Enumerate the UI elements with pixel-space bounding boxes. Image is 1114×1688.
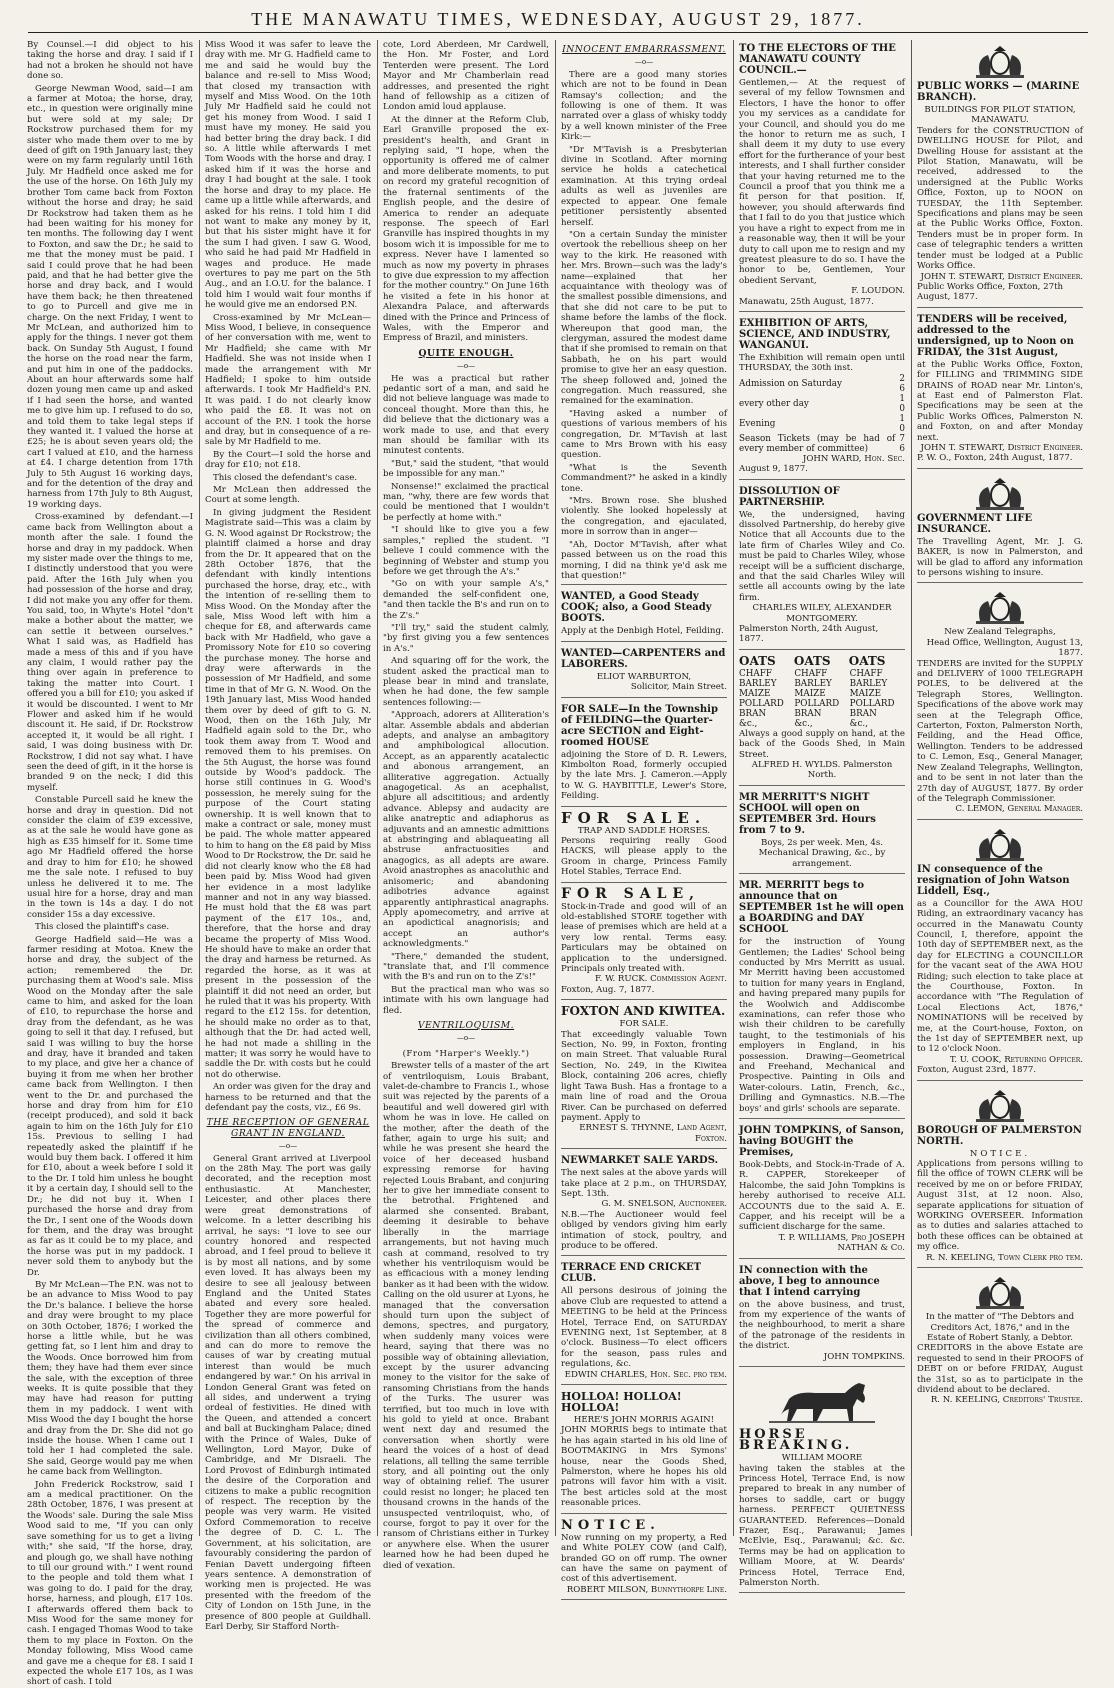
table-row bbox=[739, 434, 905, 454]
royal-arms-icon bbox=[970, 591, 1030, 625]
ad-horse-breaking bbox=[739, 1370, 905, 1593]
ad-signature: Solicitor, Main Street. bbox=[630, 682, 727, 693]
article-paragraph: "Ah, Doctor M'Tavish, after what passed between us on the road this morning, I did na think ye'd ask me that question!" bbox=[561, 539, 727, 581]
ad-subtitle: NOTICE. bbox=[969, 1148, 1031, 1159]
ad-subtitle: TRAP AND SADDLE HORSES. bbox=[577, 825, 711, 836]
article-paragraph: Cross-examined by Mr McLean—Miss Wood, I believe, in consequence of her conversation with me, went to Mr Hadfield; she came with Mr Hadfield. She was not inside when I made the arrangement with Mr Hadfield; I spoke to him outside afterwards. I took Mr Hadfield's P.N. It was paid. I do not clearly know who paid the £8. It was not on account of the P.N. I took the horse and dray, but in consequence of a re-sale by Mr Hadfield to me. bbox=[205, 312, 371, 448]
ad-creditors bbox=[917, 1271, 1083, 1410]
column-2 bbox=[205, 40, 371, 1632]
article-paragraph: Nonsense!" exclaimed the practical man, "why, there are few words that could be mentioned that I wouldn't be perfectly at home with." bbox=[383, 481, 549, 523]
article-paragraph: Constable Purcell said he knew the horse and dray in question. Did not consider the claim of £39 excessive, as at the sale he would have gone as high as £35 himself for it. Some time ago Mr Hadfield offered the horse and dray to him for £10; he showed me the sale note. I refused to buy unless he delivered it to me. The usual hire for a horse, dray and man in the town is 14s a day. I do not consider 15s a day excessive. bbox=[27, 795, 193, 920]
article-paragraph: "Go on with your sample A's," demanded the self-confident one, "and then tackle the B's and run on to the Z's." bbox=[383, 579, 549, 621]
grain-item: MAIZE bbox=[849, 688, 882, 699]
ad-body: as a Councillor for the AWA HOU Riding, an extraordinary vacancy has occurred in the Manawatu County Council, I, therefore, appoint the 10th day of SEPTEMBER next, as the day for ELECTING a COUNCILLOR for the vacant seat of the AWA HOU Riding; such election to take place at the Courthouse, Foxton. In accordance with "The Regulation of Local Elections Act, 1876," NOMINATIONS will be received by me, at the Court-house, Foxton, on the 1st day of SEPTEMBER next, up to 12 o'clock Noon. bbox=[917, 898, 1083, 1055]
ad-body: Now running on my property, a Red and White POLEY COW (and Calf), branded GO on off rump. The owner can have the same on payment of cost of this advertisement. bbox=[561, 1532, 727, 1585]
ad-body: All persons desirous of joining the above Club are requested to attend a MEETING to be held at the Princess Hotel, Terrace End, on SATURDAY EVENING next, 1st September, at 8 o'clock. Business—To elect officers for the season, pass rules and regulations, &c. bbox=[561, 1286, 727, 1370]
ad-body: at the Public Works Office, Foxton, for FILLING and TRIMMING SIDE DRAINS of ROAD near Mr. Linton's, at East end of Palmerston Flat. Specifications may be seen at the Public Works Offices, Palmerston N. and Foxton, on and after Monday next. bbox=[917, 359, 1083, 443]
ad-body: Apply at the Denbigh Hotel, Feilding. bbox=[561, 626, 724, 637]
separator: —o— bbox=[278, 1142, 298, 1151]
article-paragraph: "Mrs. Brown rose. She blushed violently. She looked hopelessly at the congregation, and ejaculated, more in sorrow than in anger— bbox=[561, 496, 727, 538]
ad-date: Public Works Office, Foxton, 27th August, 1877. bbox=[917, 281, 1064, 303]
ad-body: We, the undersigned, having dissolved Partnership, do hereby give Notice that all Accounts due to the late firm of Charles Wiley and Co. must be paid to Charles Wiley, whose receipt will be a sufficient discharge, and that the said Charles Wiley will settle all accounts owing by the late firm. bbox=[739, 509, 905, 603]
ad-signature: F. W. RUCK. Commission Agent. bbox=[595, 974, 727, 985]
ad-body: CREDITORS in the above Estate are requested to send in their PROOFS of DEBT on or before FRIDAY, August the 31st, so as to participate in the dividend about to be declared. bbox=[917, 1343, 1083, 1395]
ad-title: FOR SALE—In the Township of FEILDING—the Quarter-acre SECTION and Eight-roomed HOUSE bbox=[561, 703, 718, 748]
ad-wanted-carpenters bbox=[561, 645, 727, 698]
ad-title: DISSOLUTION OF PARTNERSHIP. bbox=[739, 485, 840, 508]
article-paragraph: But the practical man who was so intimate with his own language had fled. bbox=[383, 984, 549, 1016]
grain-item: CHAFF bbox=[739, 668, 772, 679]
ad-signature: JOHN T. STEWART, District Engineer. bbox=[920, 271, 1083, 282]
table-row bbox=[739, 414, 905, 434]
ad-signature: EDWIN CHARLES, Hon. Sec. pro tem. bbox=[564, 1369, 727, 1380]
article-paragraph: Mr McLean then addressed the Court at some length. bbox=[205, 485, 371, 506]
ad-foxton-kiwitea bbox=[561, 1003, 727, 1149]
ad-boarding-school bbox=[739, 877, 905, 1119]
ad-body: That exceedingly valuable Town Section, No. 99, in Foxton, fronting on main Street. That valuable Rural Section, No. 249, in the Kiwitea Block, containing 206 acres, chiefly light Tawa Bush. Has a frontage to a main line of road and the Oroua River. Can be purchased on deferred payment. Apply to bbox=[561, 1029, 727, 1123]
ad-signature: ALFRED H. WYLDS. Palmerston North. bbox=[751, 760, 893, 781]
article-paragraph: "There," demanded the student, "translate that, and I'll commence with the B's and run on to the Z's!" bbox=[383, 951, 549, 983]
ad-title: HOLLOA! HOLLOA! HOLLOA! bbox=[561, 1390, 682, 1415]
ad-john-morris bbox=[561, 1388, 727, 1514]
ad-signature: C. LEMON, General Manager. bbox=[955, 804, 1083, 815]
ad-body: The next sales at the above yards will take place at 2 p.m., on THURSDAY, Sept. 13th. bbox=[561, 1168, 727, 1199]
divider bbox=[561, 584, 727, 585]
grain-item: BRAN bbox=[849, 708, 877, 719]
fee-value: 1 0 bbox=[899, 393, 905, 414]
ad-title: BOROUGH OF PALMERSTON NORTH. bbox=[917, 1124, 1082, 1147]
ad-body: Gentlemen,— At the request of several of my fellow Townsmen and Electors, I have the honor to offer you my services as a candidate for your Council, and should you do me the honor to return me as such, I shall deem it my duty to use every effort for the furtherance of your best interests, and I shall further consider that your having returned me to the Council a proof that you think me a fit person for that position. If, however, you should afterwards find that I fail to do you that justice which you have a right to expect from me in a reasonable way, then it will be your duty to call upon me to resign and my greatest pleasure to do so. I have the honor to be, Gentlemen, Your obedient Servant, bbox=[739, 78, 905, 286]
ad-title: JOHN TOMPKINS, of Sanson, having BOUGHT the Premises, bbox=[739, 1125, 905, 1158]
article-paragraph: Cross-examined by defendant.—I came back from Wellington about a month after the sale. I found the horse and dray in my paddock. When my sister made over the things to me, I distinctly understood that you were paid. After the 16th July when you had possession of the horse and dray, I did not make you any offer for them. You said, too, in Whyte's Hotel "don't make a bother about the matter, we can settle it between ourselves." What I said was, as Hadfield has made a mess of this and if you have any claim, I would rather pay the thing over again in preference to taking the matter into Court. I offered you a bill for £10; you asked if it would be discounted. I went to Mr Flower and asked him if he would discount it. He said, if Dr. Rockstrow accepted it, it would be all right. I said, I was doing business with Dr. Rockstrow, I did not say what. I have seen the deed of gift, in it the horse is branded 9 on the neck; I did this myself. bbox=[27, 512, 193, 793]
article-heading: QUITE ENOUGH. bbox=[418, 347, 514, 359]
ad-body: Tenders for the CONSTRUCTION of DWELLING HOUSE for Pilot, and Dwelling House for assistant at the Pilot Station, Manawatu, will be received, addressed to the undersigned at the Public Works Office, Foxton, up to NOON on TUESDAY, the 11th September. Specifications and plans may be seen at the Public Works Office, Foxton. Tenders must be in proper form. In case of telegraphic tenders a written tender must be lodged at a Public Works Office. bbox=[917, 125, 1083, 272]
ad-signature: T. U. COOK, Returning Officer. bbox=[949, 1054, 1083, 1065]
ad-title: MR MERRITT'S NIGHT SCHOOL will open on SEPTEMBER 3rd. Hours from 7 to 9. bbox=[739, 791, 876, 836]
grain-item: MAIZE bbox=[739, 688, 771, 699]
ad-signature: ERNEST S. THYNNE, Land Agent, Foxton. bbox=[579, 1123, 727, 1144]
grain-item: BRAN bbox=[739, 708, 767, 719]
article-paragraph: He was a practical but rather pedantic sort of a man, and said he did not believe language was made to conceal thought. More than this, he did believe that the dictionary was a work made to use, and that every man should be familiar with its minutest contents. bbox=[383, 373, 549, 457]
fee-value: 1 0 bbox=[899, 413, 905, 434]
grain-item: BARLEY bbox=[849, 678, 888, 689]
ad-notice-cow bbox=[561, 1517, 727, 1600]
article-heading: THE RECEPTION OF GENERAL GRANT IN ENGLAND. bbox=[206, 1117, 370, 1139]
article-paragraph: "But," said the student, "that would be impossible for any man." bbox=[383, 458, 549, 480]
ad-body: adjoining the Store of D. R. Lewers, Kimbolton Road, formerly occupied by the late Mrs. J. Cameron.—Apply to W. G. HAYBITTLE, Lewer's Store, Feilding. bbox=[561, 749, 727, 802]
article-paragraph: By the Court—I sold the horse and dray for £10; not £18. bbox=[205, 449, 371, 471]
article-paragraph: By Counsel.—I did object to his taking the horse and dray. I said if I had not a broken he should not have done so. bbox=[27, 40, 193, 82]
column-rule bbox=[555, 40, 556, 1536]
table-row bbox=[739, 394, 905, 414]
ad-title: FOXTON AND KIWITEA. bbox=[561, 1004, 726, 1019]
ad-title: IN connection with the above, I beg to announce that I intend carrying bbox=[739, 1264, 880, 1298]
ad-date: Palmerston North, 24th August, 1877. bbox=[739, 624, 879, 645]
ad-body: TENDERS are invited for the SUPPLY and DELIVERY of 1000 TELEGRAPH POLES, to be delivered at the Telegraph Stores, Wellington. Specifications of the above work may seen at the Telegraph Office, Carterton, Foxton, Palmerston North, Feilding, and the Head Office, Wellington. Tenders to be addressed to C. Lemon, Esq., General Manager, New Zealand Telegraphs, Wellington, and to be sent in not later than the 27th day of AUGUST, 1877. By order of the Telegraph Commissioner. bbox=[917, 658, 1083, 804]
article-paragraph: There are a good many stories which are not to be found in Dean Ramsay's collection; and the following is one of them. It was narrated over a glass of whisky toddy by a well known minister of the Free Kirk:— bbox=[561, 69, 727, 143]
grain-item: POLLARD bbox=[739, 698, 784, 709]
ad-body: on the above business, and trust, from my experience of the wants of the neighbourhood, to merit a share of the patronage of the residents in the district. bbox=[739, 1299, 905, 1352]
grain-item: BARLEY bbox=[794, 678, 832, 689]
ad-date: August 9, 1877. bbox=[739, 464, 808, 475]
royal-arms-icon bbox=[970, 1089, 1030, 1123]
grain-item: &c., bbox=[739, 718, 758, 729]
ad-body: Persons requiring really Good HACKS, will please apply to the Groom in charge, Princess Family Hotel Stables, Terrace End. bbox=[561, 835, 727, 878]
grain-item: &c., bbox=[794, 718, 813, 729]
ad-for-sale-horses bbox=[561, 810, 727, 883]
ad-body: Book-Debts, and Stock-in-Trade of A. R. CAPPER, Storekeeper of Halcombe, the said John Tompkins is hereby authorised to receive ALL ACCOUNTS due to the said A. E. Capper, and his receipt will be a sufficient discharge for the same. bbox=[739, 1160, 905, 1233]
fee-label: Evening bbox=[739, 418, 776, 429]
fee-label: Season Tickets (may be had of every member of committee) bbox=[739, 433, 896, 454]
royal-arms-icon bbox=[970, 45, 1030, 79]
fee-value: 2 6 bbox=[899, 373, 905, 394]
ad-signature: JOHN T. STEWART, District Engineer. bbox=[920, 442, 1083, 453]
ad-signature: JOHN TOMPKINS. bbox=[823, 1351, 905, 1362]
ad-title: HORSE BREAKING. bbox=[739, 1427, 853, 1454]
article-paragraph: George Newman Wood, said—I am a farmer at Motoa; the horse, dray, etc., in question were originally mine but were sold at my sale; Dr Rockstrow purchased them for my sister who made them over to me by deed of gift on 19th January last; they were on my farm regularly until 16th July. Mr Hadfield once asked me for the use of the horse. On 16th July my brother Tom came back from Foxton without the horse and dray; he said Dr Rockstrow had taken them as he had been waiting for his money for ten months. The following day I went to Foxton, and saw the Dr.; he said to me that the money must be paid. I said I could prove that he had been paid, and that he had better give the horse and dray back, and I would have them back; he then threatened to go to Purcell and give me in charge. On the next Friday, I went to Mr McLean, and authorized him to apply for the things. I never got them back. On Sunday 5th August, I found the horse on the road near the farm, and put him in one of the paddocks. About an hour afterwards some half dozen young men came up and asked if I had seen the horse, and wanted me to give him up. I refused to do so, and told them to take legal steps if they wanted it. I valued the horse at £25; he is about seven years old; the cart I valued at £10, and the harness at £4. I charge detention from 17th July to 5th August 16 working days, and for the detention of the dray and harness from 17th July to 8th August, 19 working days. bbox=[27, 83, 193, 510]
ad-title: NEWMARKET SALE YARDS. bbox=[561, 1155, 719, 1167]
article-paragraph: This closed the plaintiff's case. bbox=[35, 922, 170, 933]
ad-tompkins-connection bbox=[739, 1262, 905, 1367]
grain-item: BRAN bbox=[794, 708, 822, 719]
article-paragraph: By Mr McLean—The P.N. was not to be an advance to Miss Wood to pay the Dr.'s balance. I believe the horse and dray were brought to my place on 30th October, 1876; I worked the horse a little while, but he was getting fat, so I lent him and dray to the Woods. Once borrowed him from them; they have had them ever since the sale, with the exception of three weeks. It is quite possible that they may have had reason for putting them in my paddock. I went with Miss Wood the day I bought the horse and dray from the Dr. She did not go inside the house. When I came out I told her I had completed the sale. She said, George would pay me when he came back from Wellington. bbox=[27, 1279, 193, 1478]
ad-subtitle: WILLIAM MOORE bbox=[781, 1453, 863, 1464]
royal-arms-icon bbox=[970, 477, 1030, 511]
royal-arms-icon bbox=[970, 828, 1030, 862]
ad-body: Stock-in-Trade and good will of an old-established STORE together with lease of premises which are held at a very low rental. Terms easy. Particulars may be obtained on application to the undersigned. Principals only treated with. bbox=[561, 901, 727, 975]
ad-signature: ROBERT MILSON, Bunnythorpe Line. bbox=[566, 1584, 727, 1595]
fee-label: Admission on Saturday bbox=[739, 378, 843, 389]
ad-title: OATS OATS OATS bbox=[739, 653, 886, 668]
ad-dissolution bbox=[739, 483, 905, 650]
grain-table bbox=[739, 669, 905, 729]
ad-title: NOTICE. bbox=[561, 1517, 660, 1533]
article-paragraph: This closed the defendant's case. bbox=[213, 472, 358, 483]
ad-title: WANTED—CARPENTERS and LABORERS. bbox=[561, 647, 726, 670]
article-paragraph: General Grant arrived at Liverpool on the 28th May. The port was gaily decorated, and the reception most enthusiastic. At Manchester, Leicester, and other places there were great demonstrations of welcome. In a letter describing his arrival, he says: "I love to see our country honored and respected abroad, and I feel proud to believe it is by most all nations, and by some even loved. It has always been my desire to see all jealousy between England and the United States abated and every sore healed. Together they are more powerful for the spread of commerce and civilization than all others combined, and can do more to remove the causes of war by creating mutual interest than would be much endangered by war." On his arrival in London General Grant was feted on all sides, and underwent a trying ordeal of festivities. He dined with the Queen, and attended a concert and ball at Buckingham Palace; dined with the Prince of Wales, Duke of Wellington, Lord Mayor, Duke of Cambridge, and Mr Disraeli. The Lord Provost of Edinburgh intimated the desire of the Corporation and citizens to make a public recognition of respect. The reception by the people was very warm. He visited Oxford Commemoration to receive the degree of D. C. L. The Government, at his solicitation, are favourably considering the pardon of Fenian Davett undergoing fifteen years sentence. A demonstration of working men is projected. He was presented with the freedom of the City of London on 15th June, in the presence of 800 people at Guildhall. Earl Derby, Sir Stafford North- bbox=[205, 1153, 371, 1632]
ad-date: Foxton, August 23rd, 1877. bbox=[917, 1065, 1037, 1076]
grain-item: POLLARD bbox=[849, 698, 895, 709]
article-paragraph: cote, Lord Aberdeen, Mr Cardwell, the Hon. Mr Foster, and Lord Tenterden were present. The Lord Mayor and Mr Chamberlain read addresses, and presented the right hand of fellowship as a citizen of London amid loud applause. bbox=[383, 40, 549, 113]
ad-for-sale-feilding bbox=[561, 701, 727, 807]
ad-body: Boys, 2s per week. Men, 4s. Mechanical Drawing, &c., by arrangement. bbox=[758, 837, 886, 869]
grain-item: CHAFF bbox=[794, 668, 828, 679]
ad-title: FOR SALE, bbox=[561, 885, 701, 902]
article-paragraph: An order was given for the dray and harness to be returned and that the defendant pay the costs, viz., £6 9s. bbox=[205, 1082, 371, 1114]
table-row bbox=[739, 689, 905, 699]
ad-title: FOR SALE. bbox=[561, 808, 707, 827]
ad-election bbox=[917, 823, 1083, 1081]
ad-body: Always a good supply on hand, at the back of the Goods Shed, in Main Street. bbox=[739, 728, 905, 760]
column-4 bbox=[561, 40, 727, 1595]
ad-oats bbox=[739, 653, 905, 786]
ad-subtitle: HERE'S JOHN MORRIS AGAIN! bbox=[573, 1415, 715, 1426]
table-row bbox=[739, 709, 905, 719]
horse-icon bbox=[767, 1375, 877, 1427]
ad-life-insurance bbox=[917, 472, 1083, 584]
ad-subtitle: FOR SALE. bbox=[619, 1019, 669, 1030]
article-paragraph: George Hadfield said—He was a farmer residing at Motoa. Knew the horse and dray, the subject of the action; remembered the Dr. purchasing them at Wood's sale. Miss Wood on the Monday after the sale came to him, and asked for the loan of £10, to repurchase the horse and dray from the defendant, as he was going to sell it that day. I refused, but said I was willing to buy the horse and dray, have it branded and taken to my place, and give her a chance of buying it from me when her brother came back from Wellington. I then went to the Dr. and purchased the horse and dray from him for £10 (receipt produced), and sold it back again to him on the 16th July for £10 15s. Previous to selling I had repeatedly asked the plaintiff if he would buy them back. I offered it him for £10, about a week before I sold it to the Dr. I told him unless he bought it by a certain day, I should sell to the Dr.; he did not buy it. When I purchased the horse and dray from the Dr., I sent one of the Woods down for them, and the dray was brought as far as it could be to my place, and the horse was put in my paddock. I never sold them to anybody but the Dr. bbox=[27, 934, 193, 1278]
column-rule bbox=[911, 40, 912, 1536]
ad-signature: T. P. WILLIAMS, Pro JOSEPH NATHAN & Co. bbox=[778, 1232, 905, 1254]
grain-item: CHAFF bbox=[849, 668, 883, 679]
ad-title: In the matter of "The Debtors and Creditors Act, 1876," and in the Estate of Robert Stanly, a Debtor. bbox=[925, 1312, 1075, 1343]
ad-borough bbox=[917, 1084, 1083, 1268]
royal-arms-icon bbox=[970, 1276, 1030, 1310]
ad-electors bbox=[739, 40, 905, 312]
article-paragraph: Miss Wood it was safer to leave the dray with me. Mr G. Hadfield came to me and said he would buy the balance and re-sell to Miss Wood; that closed my transaction with myself and Miss Wood. On the 10th July Mr Hadfield said he could not get his money from Wood. I said I must have my money. He said you had better bring the dray back. I did so. A little while afterwards I met Tom Woods with the horse and dray. I asked him if it was the horse and dray I had bought at the sale. I took the horse and dray to my place. He came up a little while afterwards, and asked for his reins. I told him I did not want to make any money by it, but that his sister might have it for the sum I had given. I saw G. Wood, who said he had paid Mr Hadfield in wages and produce. He made overtures to pay me part on the 5th Aug., and an I.O.U. for the balance. I told him I would wait four months if he would give me an endorsed P.N. bbox=[205, 40, 371, 311]
ad-body: JOHN MORRIS begs to intimate that he has again started in his old line of BOOTMAKING in Mrs Symons' house, near the Goods Shed, Palmerston, where he hopes his old patrons will favor him with a visit. The best articles sold at the most reasonable prices. bbox=[561, 1425, 727, 1509]
separator: —o— bbox=[456, 1034, 476, 1043]
ad-date: P. W. O., Foxton, 24th August, 1877. bbox=[917, 453, 1073, 464]
grain-item: MAIZE bbox=[794, 688, 826, 699]
ad-title: WANTED, a Good Steady COOK; also, a Good Steady BOOTS. bbox=[561, 591, 712, 625]
table-row bbox=[739, 669, 905, 679]
ad-body: The Exhibition will remain open until THURSDAY, the 30th inst. bbox=[739, 352, 905, 374]
grain-item: BARLEY bbox=[739, 678, 777, 689]
separator: —o— bbox=[456, 362, 476, 371]
separator: —o— bbox=[634, 58, 654, 67]
ad-public-works bbox=[917, 40, 1083, 308]
ad-title: TO THE ELECTORS OF THE MANAWATU COUNTY COUNCIL.— bbox=[739, 43, 896, 76]
column-3 bbox=[383, 40, 549, 1571]
article-paragraph: "Dr M'Tavish is a Presbyterian divine in Scotland. After morning service he holds a catechetical examination. At this trying ordeal adults as well as juveniles are expected to appear. One female petitioner persistently absented herself. bbox=[561, 144, 727, 228]
ad-subtitle: Head Office, Wellington, August 13, 1877. bbox=[926, 637, 1083, 659]
article-paragraph: "I should like to give you a few samples," replied the student. "I believe I could commence with the beginning of Webster and stump you before we get through the A's." bbox=[383, 525, 549, 577]
ad-subtitle: BUILDINGS FOR PILOT STATION, MANAWATU. bbox=[924, 105, 1076, 126]
ad-note: N.B.—The Auctioneer would feel obliged by vendors giving him early intimation of stock, poultry, and produce to be offered. bbox=[561, 1209, 727, 1251]
article-paragraph: In giving judgment the Resident Magistrate said—This was a claim by G. N. Wood against Dr Rockstrow; the plaintiff claimed a horse and dray from the Dr. It appeared that on the 28th October 1876, that the defendant with kindly intentions purchased the horse, dray, etc., with the intention of re-selling them to Miss Wood. On the Monday after the sale, Miss Wood left with him a cheque for £8, and afterwards came back with Mr Hadfield, who gave a Promissory Note for £10 so covering the purchase money. The horse and dray were afterwards in the possession of Mr Hadfield, and some time in that of Mr G. N. Wood. On the 19th January last, Miss Wood handed them over by deed of gift to G. N. Wood, then on the 16th July, Mr Hadfield again sold to the Dr., who took them away from T. Wood and removed them to his premises. On the 5th August, the horse was found outside by Wood's paddock. The horse still continues in G. Wood's possession, he merely suing for the purpose of the Court stating ownership. It is well known that to make a contract or sale, money must be paid. The whole matter appeared to him to hang on the £8 paid by Miss Wood to Dr Rockstrow, the Dr. said he did not clearly know who the £8 had been paid by. Miss Wood had given her evidence in a most ladylike manner and not in any way biassed. He must hold that the £8 was part payment of the £17 10s., and, therefore, that the horse and dray became the property of Miss Wood. He should have to make an order that the dray and harness be returned. As regarded the horse, as it was at present in the possession of the plaintiff it did not need an order, but he ruled that it was his property. With regard to the £12 15s. for detention, he should make no order as to that, although that the Dr. had acted well, he had not made a shilling in the matter; it was sorry he would have to saddle the Dr. with costs but he could not do otherwise. bbox=[205, 507, 371, 1080]
ad-title: PUBLIC WORKS — (MARINE BRANCH). bbox=[917, 81, 1080, 103]
ad-title: TERRACE END CRICKET CLUB. bbox=[561, 1262, 702, 1285]
ad-title: IN consequence of the resignation of John Watson Liddell, Esq., bbox=[917, 863, 1070, 897]
article-paragraph: "Having asked a number of questions of various members of his congregation, Dr. M'Tavish at last came to Mrs Brown with his easy question. bbox=[561, 408, 727, 461]
ad-date: Manawatu, 25th August, 1877. bbox=[739, 296, 874, 307]
article-paragraph: John Frederick Rockstrow, said I am a medical practitioner. On the 28th October, 1876, I was present at the Woods' sale. During the sale Miss Wood said to me, "If you can only save something for us to get a living with;" she said, "If the horse, dray, and plough go, we shall have nothing to till our ground with." I went round to the people and told them what I was going to do. I paid for the dray, horse, harness, and plough, £17 10s. I afterwards offered them back to Miss Wood for the same money for cash. I engaged Thomas Wood to take them to my place in Foxton. On the Monday following, Miss Wood came and gave me a cheque for £8. I said I expected the whole £17 10s, as I was short of cash. I told bbox=[27, 1479, 193, 1688]
ad-night-school bbox=[739, 789, 905, 874]
ad-body: for the instruction of Young Gentlemen; the Ladies' School being conducted by Mrs Merritt as usual. Mr Merritt having been accustomed to tuition for many years in England, and having prepared many pupils for the Woolwich and Addiscombe examinations, can refer those who wish their children to be carefully taught, to the testimonials of his employers in England, in his possession. Drawing—Geometrical and Freehand, Mechanical and Prospective. Painting in Oils and Water-colours. Latin, French, &c., Drilling and Gymnastics. N.B.—The boys' and girls' schools are separate. bbox=[739, 937, 905, 1114]
article-paragraph: "Approach, adorers at Alliteration's altar. Assemble abdals and abderian adepts, and analyse an ambagitory and amphibological allocution. Accept, as an apparently acatalectic and abonous arrangement, an alliterative aggregation. Actually anagogetical. As an acephalist, abjure all adscititious; and ardently advance. Ablepsy and audacity are alike anatreptic and adiaphorus as adjuvants and an amnestic admittions at abstringing and ablaqueating all abstruse anfractuosities and anagogics, as all adepts are aware. Avoid anastrophes as anacoluthic and anisomeric; and abandoning adibotries advance against apparently antiphrastical anagraphs. Apply apomecometry, and arrive at an apodictical anagnorisis; and accept an author's acknowledgments." bbox=[383, 710, 549, 950]
column-1 bbox=[27, 40, 193, 1688]
ad-body: The Travelling Agent, Mr. J. G. BAKER, is now in Palmerston, and will be glad to afford any information to persons wishing to insure. bbox=[917, 536, 1083, 578]
table-row bbox=[739, 719, 905, 729]
ad-title: New Zealand Telegraphs, bbox=[944, 627, 1056, 638]
ad-telegraphs bbox=[917, 586, 1083, 819]
table-row bbox=[739, 699, 905, 709]
table-row bbox=[739, 374, 905, 394]
ad-wanted-cook bbox=[561, 588, 727, 641]
ad-signature: G. M. SNELSON, Auctioneer. bbox=[601, 1199, 727, 1210]
fee-label: every other day bbox=[739, 398, 809, 409]
grain-item: &c., bbox=[849, 718, 869, 729]
grain-item: POLLARD bbox=[794, 698, 840, 709]
column-rule bbox=[377, 40, 378, 1536]
article-paragraph: And squaring off for the work, the student asked the practical man to please bear in mind and translate, when he had done, the few sample sentences following:— bbox=[383, 656, 549, 708]
masthead-title: THE MANAWATU TIMES, WEDNESDAY, AUGUST 29, 1877. bbox=[251, 9, 865, 29]
ad-body: ELIOT WARBURTON, bbox=[596, 671, 692, 682]
ad-title: TENDERS will be received, addressed to the undersigned, up to Noon on FRIDAY, the 31st August, bbox=[917, 313, 1074, 358]
ad-tompkins bbox=[739, 1122, 905, 1259]
ad-for-sale-store bbox=[561, 886, 727, 1001]
ad-body: Applications from persons willing to fill the office of TOWN CLERK will be received by me on or before FRIDAY, August 31st, at 12 noon. Also, separate applications for situation of WORKING OVERSEER. Information as to duties and salaries attached to both these offices can be obtained at my office. bbox=[917, 1159, 1083, 1253]
ad-title: EXHIBITION OF ARTS, SCIENCE, AND INDUSTRY, WANGANUI. bbox=[739, 317, 891, 351]
fees-table bbox=[739, 374, 905, 454]
ad-date: Foxton, Aug. 7, 1877. bbox=[561, 984, 655, 995]
ad-body: having taken the stables at the Princess Hotel, Terrace End, is now prepared to break in any number of horses to saddle, cart or buggy harness. PERFECT QUIETNESS GUARANTEED. References—Donald Frazer, Esq., Parawanui; James McElvie, Esq., Parawanui; &c. &c. Terms may be had on application to William Moore, at W. Deards' Princess Hotel, Terrace End, Palmerston North. bbox=[739, 1463, 905, 1588]
ad-newmarket bbox=[561, 1152, 727, 1256]
ad-title: MR. MERRITT begs to announce that on SEPTEMBER 1st he will open a BOARDING and DAY SCHOOL bbox=[739, 880, 904, 936]
ad-signature: R. N. KEELING, Town Clerk pro tem. bbox=[926, 1252, 1083, 1263]
ad-cricket-club bbox=[561, 1259, 727, 1385]
ad-signature: CHARLES WILEY, ALEXANDER MONTGOMERY. bbox=[752, 603, 892, 624]
article-heading: VENTRILOQUISM. bbox=[417, 1019, 515, 1031]
ad-tenders-drains bbox=[917, 311, 1083, 469]
article-source: (From "Harper's Weekly.") bbox=[402, 1048, 530, 1059]
article-paragraph: "On a certain Sunday the minister overtook the rebellious sheep on her way to the kirk. He reasoned with her. Mrs. Brown—such was the lady's name—explained that her acquaintance with theology was of the smallest possible dimensions, and that she did not care to be put to shame before the lambs of the flock. Whereupon that good man, the clergyman, assured the modest dame that if she promised to remain on that Sabbath, he on his part would promise to give her an easy question. The sheep followed and, joined the congregation. Much reassured, she remained for the examination. bbox=[561, 229, 727, 407]
column-rule bbox=[199, 40, 200, 1536]
masthead bbox=[28, 6, 1088, 33]
ad-signature: R. N. KEELING, Creditors' Trustee. bbox=[930, 1395, 1083, 1406]
article-paragraph: Brewster tells of a master of the art of ventriloquism, Louis Brabant, valet-de-chambre to Francis I., whose suit was rejected by the parents of a beautiful and well dowered girl with whom he was in love. He called on the mother, after the death of the father, again to urge his suit; and while he was present she heard the voice of her deceased husband expressing remorse for having rejected Louis Brabant, and conjuring her to give her immediate consent to the betrothal. Frightened and alarmed she consented. Brabant, deeming it desirable to behave liberally in the marriage arrangements, but not having much cash at command, resolved to try whether his ventriloquism would be as efficacious with a money lending banker as it had been with the widow. Calling on the old usurer at Lyons, he managed that the conversation should turn upon the subject of demons, spectres, and purgatory, when suddenly many voices were heard, saying that there was no possible way of obtaining alleviation, except by the usurer advancing money to the visitor for the sake of ransoming Christians from the hands of the Turks. The usurer was terrified, but too much in love with his gold to yield at once. Brabant went next day and resumed the conversation when shortly were heard the voices of a host of dead relations, all telling the same terrible story, and all pointing out the only way of obtaining relief. The usurer could resist no longer; he placed ten thousand crowns in the hands of the unsuspected ventriloquist, who, of course, forgot to pay it over for the ransom of Christians either in Turkey or anywhere else. When the usurer learned how he had been duped he died of vexation. bbox=[383, 1061, 549, 1571]
ad-title: GOVERNMENT LIFE INSURANCE. bbox=[917, 512, 1033, 535]
table-row bbox=[739, 679, 905, 689]
column-6 bbox=[917, 40, 1083, 1536]
column-rule bbox=[733, 40, 734, 1536]
article-paragraph: "I'll try," said the student calmly, "by first giving you a few sentences in A's." bbox=[383, 622, 549, 654]
ad-signature: F. LOUDON. bbox=[851, 286, 905, 297]
column-5 bbox=[739, 40, 905, 1588]
fee-value: 7 6 bbox=[899, 433, 905, 454]
ad-signature: JOHN WARD, Hon. Sec. bbox=[802, 453, 905, 464]
ad-exhibition bbox=[739, 315, 905, 480]
article-paragraph: At the dinner at the Reform Club, Earl Granville proposed the ex-president's health, and Grant in replying said, "I hope, when the opportunity is offered me of calmer and more deliberate moments, to put on record my grateful recognition of the fraternal sentiments of the English people, and the desire of America to render an adequate response. The speech of Earl Granville has inspired thoughts in my bosom wich it is impossible for me to express. Never have I lamented so much as now my poverty in phrases to give due expression to my affection for the mother country." On June 16th he visited a fete in his honor at Alexandra Palace, and afterwards dined with the Prince and Princess of Wales, with the Emperor and Empress of Brazil, and ministers. bbox=[383, 114, 549, 344]
article-heading: INNOCENT EMBARRASSMENT. bbox=[562, 44, 726, 55]
article-paragraph: "What is the Seventh Commandment?" he asked in a kindly tone. bbox=[561, 462, 727, 494]
